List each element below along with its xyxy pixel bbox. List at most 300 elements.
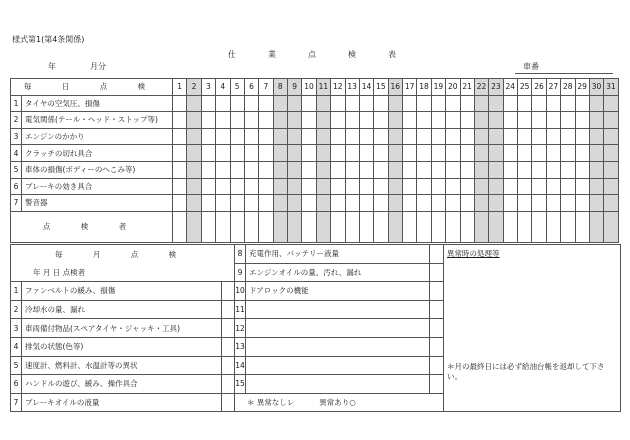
check-cell [388, 195, 402, 212]
check-cell [173, 178, 187, 195]
check-cell [575, 178, 589, 195]
check-cell [288, 95, 302, 112]
daily-item-row [11, 112, 619, 129]
check-cell [417, 178, 431, 195]
check-cell [388, 178, 402, 195]
day-header: 8 [273, 79, 287, 96]
check-cell [230, 145, 244, 162]
inspector-cell [230, 211, 244, 242]
check-cell [430, 245, 444, 264]
day-header: 11 [316, 79, 330, 96]
daily-item-row [11, 145, 619, 162]
check-cell [489, 95, 503, 112]
check-cell [489, 145, 503, 162]
check-cell [222, 319, 235, 338]
check-cell [489, 195, 503, 212]
item-label: ブレーキの効き具合 [22, 178, 173, 195]
check-cell [604, 161, 618, 178]
check-cell [446, 145, 460, 162]
check-cell [474, 95, 488, 112]
check-cell [359, 112, 373, 129]
check-cell [288, 195, 302, 212]
check-cell [302, 128, 316, 145]
check-cell [561, 145, 575, 162]
check-cell [331, 112, 345, 129]
check-cell [374, 195, 388, 212]
check-cell [288, 128, 302, 145]
day-header: 17 [403, 79, 417, 96]
check-cell [474, 128, 488, 145]
day-header: 22 [474, 79, 488, 96]
check-cell [359, 195, 373, 212]
inspector-cell [331, 211, 345, 242]
check-cell [431, 178, 445, 195]
check-cell [288, 145, 302, 162]
check-cell [604, 195, 618, 212]
monthly-header-label: 毎 月 点 検 [11, 245, 235, 264]
item-label: クラッチの切れ具合 [22, 145, 173, 162]
check-cell [216, 128, 230, 145]
item-label [246, 356, 430, 375]
item-label [246, 300, 430, 319]
check-cell [460, 128, 474, 145]
check-cell [374, 178, 388, 195]
check-cell [460, 95, 474, 112]
check-cell [417, 128, 431, 145]
check-cell [216, 178, 230, 195]
check-cell [518, 95, 532, 112]
check-cell [173, 161, 187, 178]
item-number: 2 [11, 300, 22, 319]
check-cell [374, 145, 388, 162]
item-label [246, 375, 430, 394]
check-cell [273, 95, 287, 112]
check-cell [489, 161, 503, 178]
check-cell [430, 375, 444, 394]
return-note: ＊月の最終日には必ず給油台帳を返却して下さい。 [447, 362, 605, 381]
check-cell [446, 161, 460, 178]
check-cell [474, 178, 488, 195]
item-label: 排気の状態(色等) [22, 337, 222, 356]
day-header: 26 [532, 79, 546, 96]
inspector-cell [503, 211, 517, 242]
inspector-cell [316, 211, 330, 242]
inspector-cell [259, 211, 273, 242]
abnormal-notes [444, 245, 621, 412]
day-header: 23 [489, 79, 503, 96]
check-cell [446, 112, 460, 129]
inspector-cell [388, 211, 402, 242]
check-cell [222, 356, 235, 375]
check-cell [546, 112, 560, 129]
check-cell [518, 178, 532, 195]
check-cell [589, 112, 603, 129]
check-cell [431, 128, 445, 145]
day-header: 24 [503, 79, 517, 96]
item-label: エンジンオイルの量、汚れ、漏れ [246, 263, 430, 282]
check-cell [532, 95, 546, 112]
day-header: 6 [244, 79, 258, 96]
title-char: 仕 [228, 50, 236, 59]
inspector-cell [546, 211, 560, 242]
check-cell [259, 145, 273, 162]
check-cell [259, 161, 273, 178]
inspector-cell [403, 211, 417, 242]
inspector-cell [431, 211, 445, 242]
check-cell [230, 161, 244, 178]
check-cell [359, 145, 373, 162]
check-cell [430, 300, 444, 319]
check-cell [561, 128, 575, 145]
check-cell [259, 128, 273, 145]
check-cell [302, 178, 316, 195]
check-cell [222, 300, 235, 319]
inspector-cell [532, 211, 546, 242]
month-label: 月分 [90, 62, 106, 71]
inspector-cell [216, 211, 230, 242]
check-cell [273, 145, 287, 162]
check-cell [474, 145, 488, 162]
check-cell [345, 178, 359, 195]
day-header: 5 [230, 79, 244, 96]
check-cell [331, 145, 345, 162]
check-cell [201, 145, 215, 162]
inspector-cell [474, 211, 488, 242]
check-cell [431, 195, 445, 212]
check-cell [430, 337, 444, 356]
abnormal-heading: 異常時の処理等 [447, 249, 500, 258]
item-number: 9 [235, 263, 246, 282]
check-cell [489, 128, 503, 145]
check-cell [460, 145, 474, 162]
check-cell [431, 112, 445, 129]
check-cell [187, 128, 201, 145]
check-cell [216, 95, 230, 112]
check-cell [604, 95, 618, 112]
inspector-cell [518, 211, 532, 242]
check-cell [446, 128, 460, 145]
day-header: 13 [345, 79, 359, 96]
item-label: エンジンのかかり [22, 128, 173, 145]
check-cell [359, 178, 373, 195]
check-cell [345, 112, 359, 129]
check-cell [446, 178, 460, 195]
item-number: 1 [11, 95, 22, 112]
item-number: 2 [11, 112, 22, 129]
check-cell [388, 128, 402, 145]
check-cell [316, 112, 330, 129]
check-cell [403, 95, 417, 112]
check-cell [187, 145, 201, 162]
check-cell [417, 161, 431, 178]
check-cell [575, 145, 589, 162]
check-cell [259, 112, 273, 129]
item-label: 冷却水の量、漏れ [22, 300, 222, 319]
check-cell [460, 161, 474, 178]
day-header: 21 [460, 79, 474, 96]
check-cell [345, 195, 359, 212]
check-cell [273, 112, 287, 129]
check-cell [503, 95, 517, 112]
item-label: タイヤの空気圧、損傷 [22, 95, 173, 112]
check-cell [604, 145, 618, 162]
check-cell [173, 195, 187, 212]
check-cell [446, 95, 460, 112]
check-cell [589, 195, 603, 212]
inspector-cell [187, 211, 201, 242]
title-char: 点 [308, 50, 316, 59]
check-cell [230, 95, 244, 112]
inspector-cell [489, 211, 503, 242]
check-cell [503, 112, 517, 129]
item-number: 3 [11, 128, 22, 145]
item-number: 1 [11, 282, 22, 301]
check-cell [431, 161, 445, 178]
check-cell [417, 95, 431, 112]
check-cell [417, 195, 431, 212]
check-cell [201, 112, 215, 129]
check-cell [561, 112, 575, 129]
check-cell [374, 128, 388, 145]
daily-inspection-table [10, 78, 619, 243]
form-title [228, 49, 400, 59]
daily-item-row [11, 178, 619, 195]
check-cell [302, 112, 316, 129]
item-number: 13 [235, 337, 246, 356]
item-label [246, 337, 430, 356]
check-cell [222, 282, 235, 301]
day-header: 20 [446, 79, 460, 96]
check-cell [345, 145, 359, 162]
check-cell [503, 178, 517, 195]
check-cell [244, 195, 258, 212]
inspector-cell [374, 211, 388, 242]
check-cell [388, 112, 402, 129]
inspector-cell [173, 211, 187, 242]
check-cell [503, 128, 517, 145]
title-char: 検 [348, 50, 356, 59]
check-cell [345, 95, 359, 112]
item-number: 5 [11, 161, 22, 178]
item-label: ファンベルトの緩み、損傷 [22, 282, 222, 301]
check-cell [173, 145, 187, 162]
check-cell [430, 282, 444, 301]
inspector-label: 点 検 者 [11, 211, 173, 242]
check-cell [230, 195, 244, 212]
day-header: 16 [388, 79, 402, 96]
day-header: 3 [201, 79, 215, 96]
inspector-cell [575, 211, 589, 242]
day-header: 10 [302, 79, 316, 96]
title-char: 業 [268, 50, 276, 59]
check-cell [532, 112, 546, 129]
check-cell [244, 95, 258, 112]
check-cell [201, 128, 215, 145]
check-cell [430, 263, 444, 282]
check-cell [316, 145, 330, 162]
check-cell [187, 95, 201, 112]
check-cell [575, 195, 589, 212]
check-cell [589, 161, 603, 178]
check-cell [403, 128, 417, 145]
inspector-cell [460, 211, 474, 242]
check-cell [230, 112, 244, 129]
item-number: 12 [235, 319, 246, 338]
item-label: ブレーキオイルの液量 [22, 393, 222, 412]
check-cell [316, 161, 330, 178]
check-cell [201, 195, 215, 212]
check-cell [417, 112, 431, 129]
day-header: 25 [518, 79, 532, 96]
check-cell [273, 161, 287, 178]
check-cell [518, 112, 532, 129]
day-header: 18 [417, 79, 431, 96]
check-cell [546, 161, 560, 178]
check-cell [288, 178, 302, 195]
check-cell [503, 145, 517, 162]
check-cell [589, 128, 603, 145]
day-header: 2 [187, 79, 201, 96]
check-cell [546, 128, 560, 145]
item-label [246, 319, 430, 338]
check-cell [417, 145, 431, 162]
check-cell [518, 145, 532, 162]
inspector-cell [604, 211, 618, 242]
check-cell [561, 195, 575, 212]
day-header: 29 [575, 79, 589, 96]
check-cell [173, 112, 187, 129]
check-cell [345, 161, 359, 178]
check-cell [431, 145, 445, 162]
inspector-cell [417, 211, 431, 242]
check-cell [273, 178, 287, 195]
inspector-cell [288, 211, 302, 242]
item-number: 7 [11, 393, 22, 412]
check-cell [388, 161, 402, 178]
check-cell [374, 112, 388, 129]
inspector-cell [302, 211, 316, 242]
inspector-cell [244, 211, 258, 242]
check-cell [201, 161, 215, 178]
item-number: 14 [235, 356, 246, 375]
check-cell [546, 195, 560, 212]
item-number: 15 [235, 375, 246, 394]
check-cell [489, 112, 503, 129]
check-cell [359, 161, 373, 178]
check-cell [302, 145, 316, 162]
check-cell [589, 178, 603, 195]
check-cell [216, 161, 230, 178]
check-cell [222, 337, 235, 356]
check-cell [474, 195, 488, 212]
check-cell [518, 161, 532, 178]
check-cell [403, 178, 417, 195]
check-cell [173, 128, 187, 145]
check-cell [403, 161, 417, 178]
check-cell [403, 195, 417, 212]
item-label: 警音器 [22, 195, 173, 212]
day-header: 1 [173, 79, 187, 96]
legend: ＊ 異常なしレ 異常あり○ [235, 393, 444, 412]
item-number: 11 [235, 300, 246, 319]
inspector-cell [561, 211, 575, 242]
check-cell [403, 145, 417, 162]
check-cell [546, 95, 560, 112]
check-cell [331, 95, 345, 112]
check-cell [532, 161, 546, 178]
day-header: 4 [216, 79, 230, 96]
daily-item-row [11, 161, 619, 178]
check-cell [561, 178, 575, 195]
check-cell [288, 161, 302, 178]
check-cell [604, 112, 618, 129]
check-cell [489, 178, 503, 195]
check-cell [288, 112, 302, 129]
daily-item-row [11, 195, 619, 212]
check-cell [430, 356, 444, 375]
check-cell [244, 145, 258, 162]
item-number: 5 [11, 356, 22, 375]
check-cell [316, 128, 330, 145]
check-cell [431, 95, 445, 112]
item-number: 8 [235, 245, 246, 264]
check-cell [222, 393, 235, 412]
check-cell [575, 95, 589, 112]
check-cell [244, 128, 258, 145]
check-cell [503, 195, 517, 212]
check-cell [604, 178, 618, 195]
check-cell [187, 195, 201, 212]
check-cell [216, 145, 230, 162]
check-cell [460, 112, 474, 129]
item-label: 電気関係(テール・ヘッド・ストップ等) [22, 112, 173, 129]
inspector-cell [446, 211, 460, 242]
check-cell [403, 112, 417, 129]
check-cell [604, 128, 618, 145]
day-header: 19 [431, 79, 445, 96]
item-number: 10 [235, 282, 246, 301]
day-header: 14 [359, 79, 373, 96]
check-cell [187, 112, 201, 129]
check-cell [589, 95, 603, 112]
check-cell [244, 178, 258, 195]
check-cell [259, 95, 273, 112]
check-cell [259, 195, 273, 212]
check-cell [474, 112, 488, 129]
vehicle-label: 車番 [523, 62, 539, 71]
check-cell [331, 178, 345, 195]
check-cell [546, 145, 560, 162]
monthly-inspection-table [10, 244, 621, 412]
check-cell [273, 195, 287, 212]
form-label: 様式第1(第4条関係) [12, 35, 85, 44]
year-label: 年 [48, 62, 56, 71]
check-cell [216, 112, 230, 129]
check-cell [518, 128, 532, 145]
check-cell [230, 178, 244, 195]
item-label: 車両備付物品(スペアタイヤ・ジャッキ・工具) [22, 319, 222, 338]
check-cell [388, 145, 402, 162]
check-cell [173, 95, 187, 112]
inspector-cell [201, 211, 215, 242]
check-cell [316, 95, 330, 112]
inspector-cell [273, 211, 287, 242]
check-cell [388, 95, 402, 112]
check-cell [316, 178, 330, 195]
check-cell [345, 128, 359, 145]
day-header: 15 [374, 79, 388, 96]
inspection-date-label: 年 月 日 点検者 [11, 263, 235, 282]
